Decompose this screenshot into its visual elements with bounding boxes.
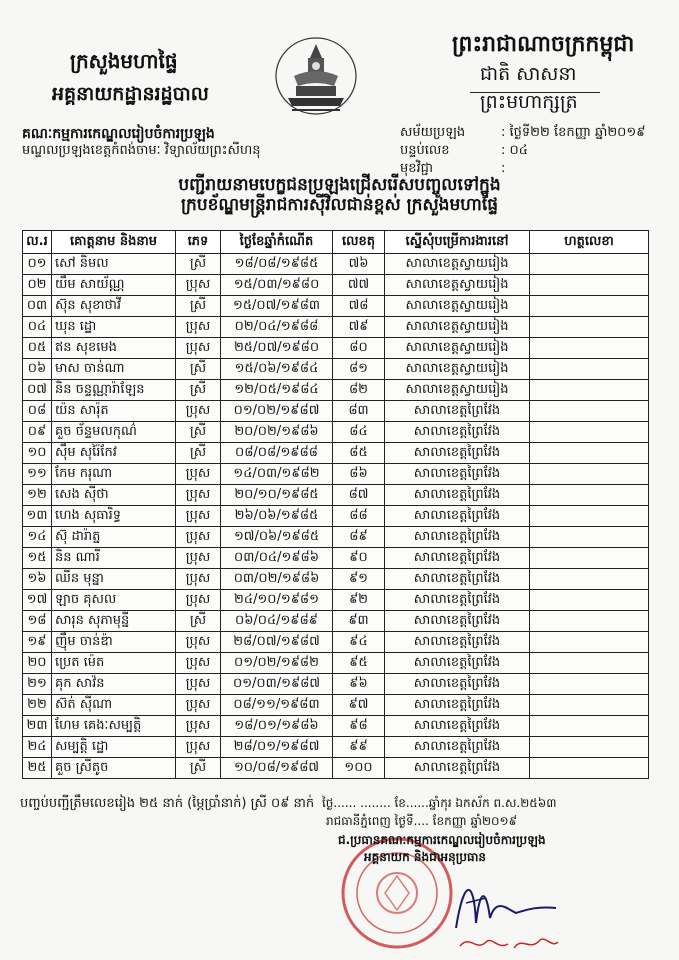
table-row (23, 464, 649, 485)
cell-seat: ៩០ (333, 548, 385, 569)
cell-no: ០៨ (23, 401, 52, 422)
cell-sex: ប្រុស (176, 527, 221, 548)
cell-dob: ០២/០៤/១៩៨៨ (221, 317, 333, 338)
candidate-table (22, 230, 649, 779)
cell-no: ១៩ (23, 632, 52, 653)
cell-sex: ប្រុស (176, 485, 221, 506)
table-header-row (23, 231, 649, 254)
cell-dob: ១៨/០៨/១៩៨៥ (221, 254, 333, 275)
cell-request: សាលាខេត្តស្វាយរៀង (385, 380, 530, 401)
cell-request: សាលាខេត្តស្វាយរៀង (385, 296, 530, 317)
cell-request: សាលាខេត្តព្រៃវែង (385, 485, 530, 506)
cell-seat: ៨៣ (333, 401, 385, 422)
cell-no: ០៧ (23, 380, 52, 401)
cell-no: ១៨ (23, 611, 52, 632)
cell-signature (530, 611, 649, 632)
cell-sex: ប្រុស (176, 317, 221, 338)
cell-sex: ប្រុស (176, 548, 221, 569)
cell-sex: ប្រុស (176, 632, 221, 653)
table-row (23, 380, 649, 401)
signature-icon (446, 868, 566, 938)
table-row (23, 506, 649, 527)
cell-no: ១១ (23, 464, 52, 485)
cell-dob: ១៥/០៣/១៩៨០ (221, 275, 333, 296)
cell-dob: ០៨/០៨/១៩៨៨ (221, 443, 333, 464)
cell-sex: ប្រុស (176, 716, 221, 737)
cell-name: គួច ស្រីតូច (52, 758, 176, 779)
table-row (23, 632, 649, 653)
cell-seat: ៩៣ (333, 611, 385, 632)
table-row (23, 611, 649, 632)
col-header-no: ល.រ (23, 231, 52, 254)
cell-no: ០៥ (23, 338, 52, 359)
cell-dob: ១៧/០៦/១៩៨៥ (221, 527, 333, 548)
cell-dob: ២៦/០៦/១៩៨៥ (221, 506, 333, 527)
cell-request: សាលាខេត្តស្វាយរៀង (385, 317, 530, 338)
col-header-request: ស្នើសុំបម្រើការងារនៅ (385, 231, 530, 254)
cell-request: សាលាខេត្តព្រៃវែង (385, 590, 530, 611)
cell-seat: ៨៧ (333, 485, 385, 506)
cell-request: សាលាខេត្តព្រៃវែង (385, 611, 530, 632)
cell-name: និន ណារី (52, 548, 176, 569)
table-row (23, 737, 649, 758)
cell-name: ឡាច គុសល (52, 590, 176, 611)
col-header-dob: ថ្ងៃខែឆ្នាំកំណើត (221, 231, 333, 254)
cell-seat: ៩៧ (333, 695, 385, 716)
table-row (23, 485, 649, 506)
cell-seat: ៩៤ (333, 632, 385, 653)
cell-name: ឥន សុខមេង (52, 338, 176, 359)
cell-request: សាលាខេត្តព្រៃវែង (385, 716, 530, 737)
cell-dob: ១៥/០៧/១៩៨៣ (221, 296, 333, 317)
document-title: បញ្ជីរាយនាមបេក្ខជនប្រឡងជ្រើសរើសបញ្ចូលទៅក្នុង (178, 175, 501, 195)
cell-sex: ប្រុស (176, 590, 221, 611)
cell-no: ១០ (23, 443, 52, 464)
chairman-title: ជ.ប្រធានគណៈកម្មការកេណ្ឌលរៀបចំការប្រឡង (338, 833, 546, 847)
cell-no: ០៤ (23, 317, 52, 338)
cell-no: ០៦ (23, 359, 52, 380)
table-row (23, 695, 649, 716)
cell-request: សាលាខេត្តព្រៃវែង (385, 506, 530, 527)
table-row (23, 296, 649, 317)
table-row (23, 275, 649, 296)
cell-request: សាលាខេត្តព្រៃវែង (385, 464, 530, 485)
cell-name: ញ៉ឹម ចាន់ឌ៉ា (52, 632, 176, 653)
cell-dob: ២៤/១០/១៩៨១ (221, 590, 333, 611)
meta-date-label: សម័យប្រឡង (400, 125, 466, 140)
cell-signature (530, 380, 649, 401)
cell-seat: ៨១ (333, 359, 385, 380)
cell-request: សាលាខេត្តព្រៃវែង (385, 527, 530, 548)
cell-no: ០៩ (23, 422, 52, 443)
table-row (23, 590, 649, 611)
cell-dob: ០១/០២/១៩៨៧ (221, 401, 333, 422)
motto-divider (470, 92, 600, 93)
cell-request: សាលាខេត្តព្រៃវែង (385, 674, 530, 695)
col-header-seat: លេខតុ (333, 231, 385, 254)
cell-name: ស៊ុន សុខាថាវី (52, 296, 176, 317)
cell-seat: ៧៦ (333, 254, 385, 275)
cell-name: ឃុន ដ្ឋោ (52, 317, 176, 338)
cell-seat: ៨០ (333, 338, 385, 359)
cell-no: ២២ (23, 695, 52, 716)
cell-seat: ៩៨ (333, 716, 385, 737)
cell-dob: ២៥/០៧/១៩៨០ (221, 338, 333, 359)
cell-request: សាលាខេត្តព្រៃវែង (385, 632, 530, 653)
table-row (23, 527, 649, 548)
national-motto: ជាតិ សាសនា ព្រះមហាក្សត្រ (480, 63, 578, 113)
cell-seat: ៨៨ (333, 506, 385, 527)
cell-sex: ស្រី (176, 758, 221, 779)
cell-dob: ១៥/០៦/១៩៨៤ (221, 359, 333, 380)
cell-name: គុក សាវ៉ន (52, 674, 176, 695)
cell-sex: ប្រុស (176, 653, 221, 674)
meta-subject-value: : (501, 161, 506, 176)
royal-emblem-icon (274, 36, 358, 116)
cell-seat: ៨៤ (333, 422, 385, 443)
cell-no: ២០ (23, 653, 52, 674)
meta-room-value: : ០៤ (501, 143, 528, 158)
cell-no: ០១ (23, 254, 52, 275)
cell-signature (530, 506, 649, 527)
cell-signature (530, 716, 649, 737)
cell-request: សាលាខេត្តព្រៃវែង (385, 548, 530, 569)
cell-signature (530, 569, 649, 590)
cell-sex: ស្រី (176, 359, 221, 380)
cell-name: យ៉ន សារ៉ុត (52, 401, 176, 422)
cell-seat: ៧៨ (333, 296, 385, 317)
cell-name: មាស ចាន់ណា (52, 359, 176, 380)
lunar-date: ថ្ងៃ...... ........ ខែ......ឆ្នាំកុរ ឯកស័ក ព.ស.២៥៦៣ (322, 796, 557, 810)
cell-name: ឈីន មុន្នា (52, 569, 176, 590)
meta-date-value: : ថ្ងៃទី២២ ខែកញ្ញា ឆ្នាំ២០១៩ (501, 125, 646, 140)
cell-request: សាលាខេត្តព្រៃវែង (385, 422, 530, 443)
cell-dob: ០១/០២/១៩៨២ (221, 653, 333, 674)
cell-sex: ស្រី (176, 380, 221, 401)
cell-signature (530, 296, 649, 317)
cell-no: ២៤ (23, 737, 52, 758)
table-row (23, 254, 649, 275)
cell-no: ២៣ (23, 716, 52, 737)
cell-signature (530, 254, 649, 275)
cell-request: សាលាខេត្តព្រៃវែង (385, 737, 530, 758)
cell-request: សាលាខេត្តព្រៃវែង (385, 653, 530, 674)
cell-name: ប្រេត ម៉េត (52, 653, 176, 674)
cell-signature (530, 485, 649, 506)
table-row (23, 338, 649, 359)
cell-sex: ស្រី (176, 254, 221, 275)
cell-signature (530, 401, 649, 422)
table-row (23, 401, 649, 422)
cell-seat: ៩៦ (333, 674, 385, 695)
exam-center: មណ្ឌលប្រឡងខេត្តកំពង់ចាមៈ វិទ្យាល័យព្រះសីហនុ (22, 143, 261, 158)
cell-seat: ៧៧ (333, 275, 385, 296)
cell-sex: ប្រុស (176, 338, 221, 359)
meta-room-label: បន្ទប់លេខ (400, 143, 450, 158)
document-subtitle: ក្របខ័ណ្ឌមន្ត្រីរាជការស៊ីវិលជាន់ខ្ពស់ ក្រសួងមហាផ្ទៃ (180, 195, 499, 215)
cell-sex: ប្រុស (176, 275, 221, 296)
cell-request: សាលាខេត្តស្វាយរៀង (385, 275, 530, 296)
cell-sex: ប្រុស (176, 506, 221, 527)
cell-seat: ៨៩ (333, 527, 385, 548)
cell-seat: ៩៥ (333, 653, 385, 674)
cell-signature (530, 653, 649, 674)
cell-signature (530, 338, 649, 359)
cell-dob: ០៨/១១/១៩៨៣ (221, 695, 333, 716)
cell-sex: ប្រុស (176, 695, 221, 716)
chairman-name: អគ្គនាយក និងជាអនុប្រធាន (364, 850, 487, 864)
cell-dob: ០៣/០៤/១៩៨៦ (221, 548, 333, 569)
cell-signature (530, 695, 649, 716)
table-row (23, 674, 649, 695)
cell-no: ១២ (23, 485, 52, 506)
committee-name: គណៈកម្មការកេណ្ឌលរៀបចំការប្រឡង (22, 126, 215, 142)
cell-name: ស៊ុ ដារ៉ាត្ន (52, 527, 176, 548)
cell-dob: ០១/០៣/១៩៨៧ (221, 674, 333, 695)
cell-name: សៅ និមល (52, 254, 176, 275)
cell-name: សម្បត្តិ ដ្ឋោ (52, 737, 176, 758)
cell-seat: ៧៩ (333, 317, 385, 338)
cell-no: ២១ (23, 674, 52, 695)
cell-signature (530, 275, 649, 296)
cell-dob: ១៤/០៣/១៩៨២ (221, 464, 333, 485)
cell-name: កែម ករុណា (52, 464, 176, 485)
cell-sex: ប្រុស (176, 737, 221, 758)
cell-sex: ប្រុស (176, 401, 221, 422)
table-row (23, 569, 649, 590)
cell-request: សាលាខេត្តព្រៃវែង (385, 443, 530, 464)
cell-no: ១៦ (23, 569, 52, 590)
secondary-signature-icon (452, 930, 562, 956)
col-header-signature: ហត្ថលេខា (530, 231, 649, 254)
table-row (23, 716, 649, 737)
cell-seat: ៨៦ (333, 464, 385, 485)
cell-no: ១៥ (23, 548, 52, 569)
cell-no: ០២ (23, 275, 52, 296)
cell-sex: ប្រុស (176, 674, 221, 695)
cell-dob: ១៨/០១/១៩៨៦ (221, 716, 333, 737)
table-row (23, 653, 649, 674)
table-row (23, 758, 649, 779)
table-row (23, 317, 649, 338)
ministry-name: ក្រសួងមហាផ្ទៃ (70, 49, 178, 73)
cell-sex: ស្រី (176, 296, 221, 317)
cell-name: ហេង សុធារិទ្ធ (52, 506, 176, 527)
cell-request: សាលាខេត្តស្វាយរៀង (385, 254, 530, 275)
cell-name: ស៊ឹម សុរ៉ៃកែវ (52, 443, 176, 464)
cell-name: សារុន សុភាមុន្នី (52, 611, 176, 632)
col-header-name: គោត្តនាម និងនាម (52, 231, 176, 254)
cell-request: សាលាខេត្តស្វាយរៀង (385, 338, 530, 359)
cell-signature (530, 737, 649, 758)
cell-request: សាលាខេត្តព្រៃវែង (385, 569, 530, 590)
exam-meta (400, 124, 645, 178)
cell-request: សាលាខេត្តព្រៃវែង (385, 758, 530, 779)
cell-sex: ប្រុស (176, 569, 221, 590)
cell-dob: ២០/១០/១៩៨៥ (221, 485, 333, 506)
col-header-sex: ភេទ (176, 231, 221, 254)
cell-name: គួច ច័ន្ទមលកុណ៌ (52, 422, 176, 443)
cell-signature (530, 464, 649, 485)
cell-signature (530, 548, 649, 569)
cell-signature (530, 359, 649, 380)
cell-no: ១៧ (23, 590, 52, 611)
cell-seat: ១០០ (333, 758, 385, 779)
cell-sex: ស្រី (176, 443, 221, 464)
cell-no: ១៣ (23, 506, 52, 527)
cell-name: យឹម សាយ័ណ្ណ (52, 275, 176, 296)
cell-sex: ស្រី (176, 611, 221, 632)
cell-name: និន ចន្ទណ្ណារ៉ាឡែន (52, 380, 176, 401)
place-date: រាជធានីភ្នំពេញ ថ្ងៃទី.... ខែកញ្ញា ឆ្នាំ២០១៩ (326, 814, 518, 828)
list-summary: បញ្ចប់បញ្ជីត្រឹមលេខរៀង ២៥ នាក់ (ម្ភៃប្រាំនាក់) ស្រី ០៩ នាក់ (20, 796, 315, 811)
cell-signature (530, 527, 649, 548)
cell-seat: ៩២ (333, 590, 385, 611)
cell-signature (530, 317, 649, 338)
cell-signature (530, 632, 649, 653)
cell-no: ០៣ (23, 296, 52, 317)
cell-seat: ៨២ (333, 380, 385, 401)
cell-no: ១៤ (23, 527, 52, 548)
kingdom-title: ព្រះរាជាណាចក្រកម្ពុជា (452, 32, 635, 57)
cell-signature (530, 674, 649, 695)
table-row (23, 359, 649, 380)
table-row (23, 548, 649, 569)
cell-dob: ២០/០២/១៩៨៦ (221, 422, 333, 443)
cell-dob: ២៨/០៧/១៩៨៧ (221, 632, 333, 653)
cell-dob: ១០/០៨/១៩៨៧ (221, 758, 333, 779)
cell-signature (530, 758, 649, 779)
cell-seat: ៩៩ (333, 737, 385, 758)
cell-request: សាលាខេត្តព្រៃវែង (385, 401, 530, 422)
cell-dob: ២៨/០១/១៩៨៧ (221, 737, 333, 758)
cell-dob: ១២/០៥/១៩៨៤ (221, 380, 333, 401)
cell-seat: ៨៥ (333, 443, 385, 464)
table-row (23, 422, 649, 443)
cell-no: ២៥ (23, 758, 52, 779)
meta-subject-label: មុខវិជ្ជា (400, 161, 434, 176)
cell-signature (530, 590, 649, 611)
cell-request: សាលាខេត្តស្វាយរៀង (385, 359, 530, 380)
cell-signature (530, 443, 649, 464)
cell-sex: ប្រុស (176, 464, 221, 485)
cell-seat: ៩១ (333, 569, 385, 590)
cell-dob: ០៦/០៤/១៩៨៩ (221, 611, 333, 632)
department-name: អគ្គនាយកដ្ឋានរដ្ឋបាល (52, 83, 209, 105)
cell-request: សាលាខេត្តព្រៃវែង (385, 695, 530, 716)
cell-name: ហែម គេងៈសម្បត្តិ (52, 716, 176, 737)
table-row (23, 443, 649, 464)
cell-dob: ០៣/០២/១៩៨៦ (221, 569, 333, 590)
cell-name: សេង ស៊ីថា (52, 485, 176, 506)
cell-signature (530, 422, 649, 443)
cell-name: ស៊ត់ ស៊ីណា (52, 695, 176, 716)
cell-sex: ស្រី (176, 422, 221, 443)
